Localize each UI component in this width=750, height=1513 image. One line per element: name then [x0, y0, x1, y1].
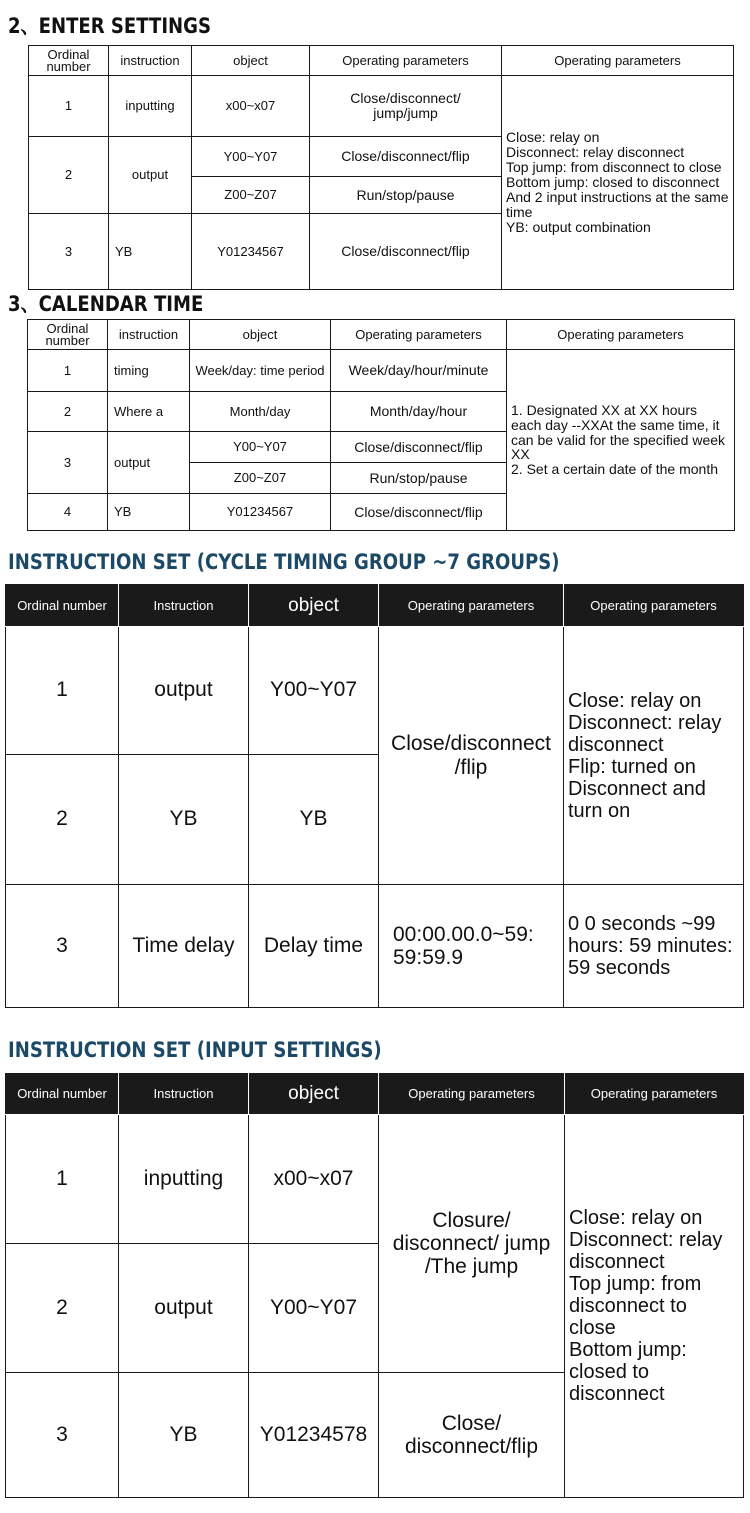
instruction-cell: inputting — [119, 1115, 249, 1244]
instruction-cell: YB — [119, 1373, 249, 1498]
notes-cell: Close: relay on Disconnect: relay disconnect Top jump: from disconnect to close Bottom jump: closed to disconnect — [565, 1115, 744, 1498]
section-title-enter-settings: 2、ENTER SETTINGS — [8, 14, 212, 38]
header-params: Operating parameters — [331, 320, 507, 350]
instruction-cell: YB — [119, 755, 249, 885]
object-cell: Y01234567 — [190, 494, 331, 531]
object-cell: Y00~Y07 — [192, 137, 310, 177]
notes-cell: Close: relay on Disconnect: relay disconnect Top jump: from disconnect to close Bottom jump: closed to disconnect And 2 input instructions at the same time YB: output combination — [502, 76, 734, 290]
table-row — [28, 350, 735, 392]
table-row — [6, 1115, 744, 1244]
table-header-row — [28, 320, 735, 350]
table-row — [6, 885, 744, 1008]
header-ordinal: Ordinal number — [6, 1074, 119, 1115]
header-instruction: instruction — [109, 46, 192, 76]
ordinal-cell: 2 — [28, 392, 108, 432]
table-row — [29, 76, 734, 137]
instruction-cell: output — [119, 1244, 249, 1373]
params-cell: Close/ disconnect/flip — [379, 1373, 565, 1498]
header-instruction: Instruction — [119, 585, 249, 627]
table-header-row — [6, 1074, 744, 1115]
header-params-notes: Operating parameters — [564, 585, 744, 627]
ordinal-cell: 2 — [6, 755, 119, 885]
instruction-cell: Time delay — [119, 885, 249, 1008]
header-ordinal: Ordinal number — [29, 46, 109, 76]
params-cell: Week/day/hour/minute — [331, 350, 507, 392]
ordinal-cell: 1 — [28, 350, 108, 392]
instruction-cell: output — [119, 627, 249, 755]
header-object: object — [192, 46, 310, 76]
object-cell: x00~x07 — [192, 76, 310, 137]
params-cell: Close/disconnect/ jump/jump — [310, 76, 502, 137]
object-cell: Z00~Z07 — [192, 177, 310, 214]
ordinal-cell: 1 — [29, 76, 109, 137]
ordinal-cell: 3 — [28, 432, 108, 494]
object-cell: Delay time — [249, 885, 379, 1008]
instruction-cell: timing — [108, 350, 190, 392]
object-cell: Y00~Y07 — [190, 432, 331, 463]
ordinal-cell: 3 — [29, 214, 109, 290]
params-cell: Closure/ disconnect/ jump /The jump — [379, 1115, 565, 1373]
ordinal-cell: 4 — [28, 494, 108, 531]
notes-cell: 0 0 seconds ~99 hours: 59 minutes: 59 seconds — [564, 885, 744, 1008]
header-params: Operating parameters — [379, 1074, 565, 1115]
header-object: object — [190, 320, 331, 350]
object-cell: Z00~Z07 — [190, 463, 331, 494]
header-params-notes: Operating parameters — [507, 320, 735, 350]
params-cell: 00:00.00.0~59: 59:59.9 — [379, 885, 564, 1008]
table-header-row — [6, 585, 744, 627]
header-params: Operating parameters — [379, 585, 564, 627]
ordinal-cell: 2 — [29, 137, 109, 214]
header-instruction: instruction — [108, 320, 190, 350]
object-cell: Month/day — [190, 392, 331, 432]
section-title-input-settings: INSTRUCTION SET (INPUT SETTINGS) — [8, 1038, 382, 1062]
instruction-cell: output — [108, 432, 190, 494]
input-settings-table — [5, 1073, 744, 1498]
params-cell: Run/stop/pause — [310, 177, 502, 214]
instruction-cell: output — [109, 137, 192, 214]
section-title-calendar-time: 3、CALENDAR TIME — [8, 292, 204, 316]
header-params: Operating parameters — [310, 46, 502, 76]
header-instruction: Instruction — [119, 1074, 249, 1115]
ordinal-cell: 2 — [6, 1244, 119, 1373]
header-object: object — [249, 585, 379, 627]
object-cell: x00~x07 — [249, 1115, 379, 1244]
header-object: object — [249, 1074, 379, 1115]
table-row — [6, 627, 744, 755]
instruction-cell: Where a — [108, 392, 190, 432]
calendar-time-table — [27, 319, 735, 531]
section-title-cycle-timing: INSTRUCTION SET (CYCLE TIMING GROUP ~7 GROUPS) — [8, 550, 560, 574]
params-cell: Run/stop/pause — [331, 463, 507, 494]
instruction-cell: YB — [109, 214, 192, 290]
params-cell: Close/disconnect/flip — [310, 214, 502, 290]
object-cell: Y00~Y07 — [249, 627, 379, 755]
object-cell: Week/day: time period — [190, 350, 331, 392]
params-cell: Close/disconnect/flip — [331, 494, 507, 531]
header-params-notes: Operating parameters — [565, 1074, 744, 1115]
table-header-row — [29, 46, 734, 76]
notes-cell: 1. Designated XX at XX hours each day --XXAt the same time, it can be valid for the specified week XX 2. Set a certain date of the month — [507, 350, 735, 531]
ordinal-cell: 1 — [6, 627, 119, 755]
instruction-cell: YB — [108, 494, 190, 531]
instruction-cell: inputting — [109, 76, 192, 137]
params-cell: Close/disconnect/flip — [331, 432, 507, 463]
params-cell: Close/disconnect /flip — [379, 627, 564, 885]
cycle-timing-table — [5, 584, 744, 1008]
object-cell: Y01234578 — [249, 1373, 379, 1498]
header-params-notes: Operating parameters — [502, 46, 734, 76]
object-cell: YB — [249, 755, 379, 885]
enter-settings-table — [28, 45, 734, 290]
params-cell: Close/disconnect/flip — [310, 137, 502, 177]
header-ordinal: Ordinal number — [6, 585, 119, 627]
notes-cell: Close: relay on Disconnect: relay disconnect Flip: turned on Disconnect and turn on — [564, 627, 744, 885]
params-cell: Month/day/hour — [331, 392, 507, 432]
object-cell: Y01234567 — [192, 214, 310, 290]
header-ordinal: Ordinal number — [28, 320, 108, 350]
ordinal-cell: 3 — [6, 885, 119, 1008]
object-cell: Y00~Y07 — [249, 1244, 379, 1373]
ordinal-cell: 1 — [6, 1115, 119, 1244]
ordinal-cell: 3 — [6, 1373, 119, 1498]
